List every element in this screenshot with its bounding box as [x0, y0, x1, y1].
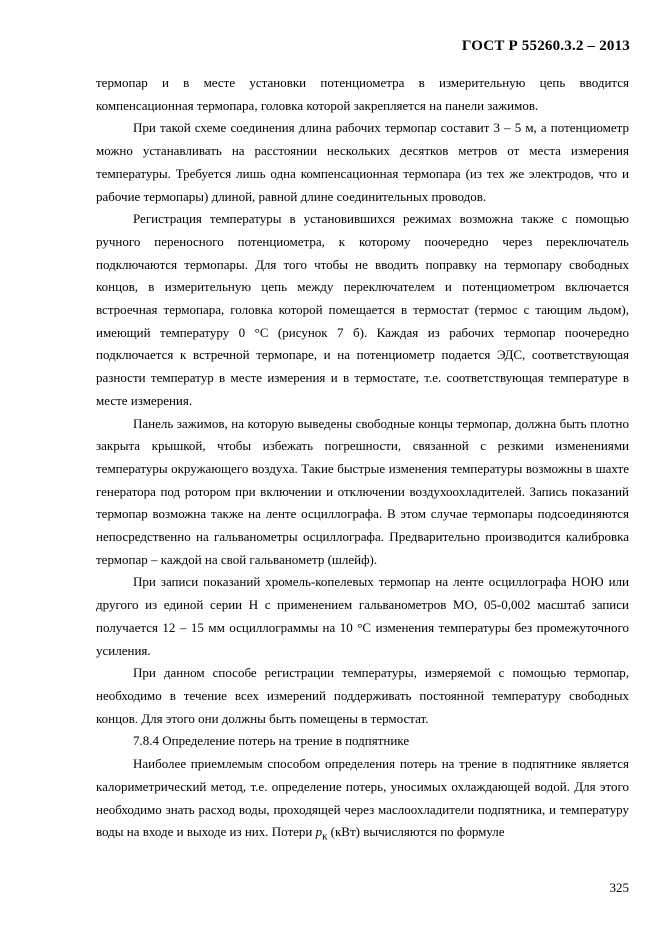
- formula-intro-before: Потери: [271, 824, 316, 840]
- paragraph: [96, 753, 629, 848]
- loss-symbol: p: [315, 824, 323, 840]
- paragraph: Панель зажимов, на которую выведены свободные концы термопар, должна быть плотно закрыта крышкой, чтобы избежать погрешности, связанной с резкими изменениями температуры окружающего воздуха. Такие быстрые изменения температуры возможны в шахте генератора под ротором при включении и отключении воздухоохладителей. Запись показаний термопар возможна также на ленте осциллографа. В этом случае термопары подсоединяются непосредственно на гальванометры осциллографа. Предварительно производится калибровка термопар – каждой на свой гальванометр (шлейф).: [96, 415, 629, 567]
- paragraph: При записи показаний хромель-копелевых термопар на ленте осциллографа НОЮ или другого из единой серии Н с применением гальванометров МО, 05-0,002 масштаб записи получается 12 – 15 мм осциллограммы на 10 °C изменения температуры без промежуточного усиления.: [96, 574, 629, 658]
- page-number: 325: [609, 880, 629, 895]
- paragraph-text: Наиболее приемлемым способом определения потерь на трение в подпятнике является калориметрический метод, т.е. определение потерь, уносимых охлаждающей водой. Для этого необходимо знать расход воды, проходящей через маслоохладители подпятника, и температуру воды на входе и выходе из них.: [96, 756, 629, 840]
- paragraph: Регистрация температуры в установившихся режимах возможна также с помощью ручного переносного потенциометра, к которому поочередно через переключатель подключаются термопары. Для того чтобы не вводить поправку на термопару свободных концов, в измерительную цепь между переключателем и потенциометром включается встроечная термопара, головка которой помещается в термостат (термос с тающим льдом), имеющий температуру 0 °C (рисунок 7 б). Каждая из рабочих термопар поочередно подключается к встречной термопаре, и на потенциометр подается ЭДС, соответствующая разности температур в месте измерения и в термостате, т.е. соответствующая температуре в месте измерения.: [96, 211, 629, 408]
- formula-intro-after: (кВт) вычисляются по формуле: [327, 824, 505, 840]
- standard-header: ГОСТ Р 55260.3.2 – 2013: [461, 38, 630, 54]
- paragraph: При данном способе регистрации температуры, измеряемой с помощью термопар, необходимо в течение всех измерений поддерживать постоянной температуру свободных концов. Для этого они должны быть помещены в термостат.: [96, 665, 629, 726]
- loss-symbol-subscript: к: [322, 830, 328, 843]
- paragraph: При такой схеме соединения длина рабочих термопар составит 3 – 5 м, а потенциометр можно устанавливать на расстоянии нескольких десятков метров от места измерения температуры. Требуется лишь одна компенсационная термопара (из тех же электродов, что и рабочие термопары) длиной, равной длине соединительных проводов.: [96, 120, 629, 204]
- body-text: [96, 72, 629, 849]
- paragraph: термопар и в месте установки потенциометра в измерительную цепь вводится компенсационная термопара, головка которой закрепляется на панели зажимов.: [96, 75, 629, 113]
- section-heading: 7.8.4 Определение потерь на трение в подпятнике: [133, 733, 410, 749]
